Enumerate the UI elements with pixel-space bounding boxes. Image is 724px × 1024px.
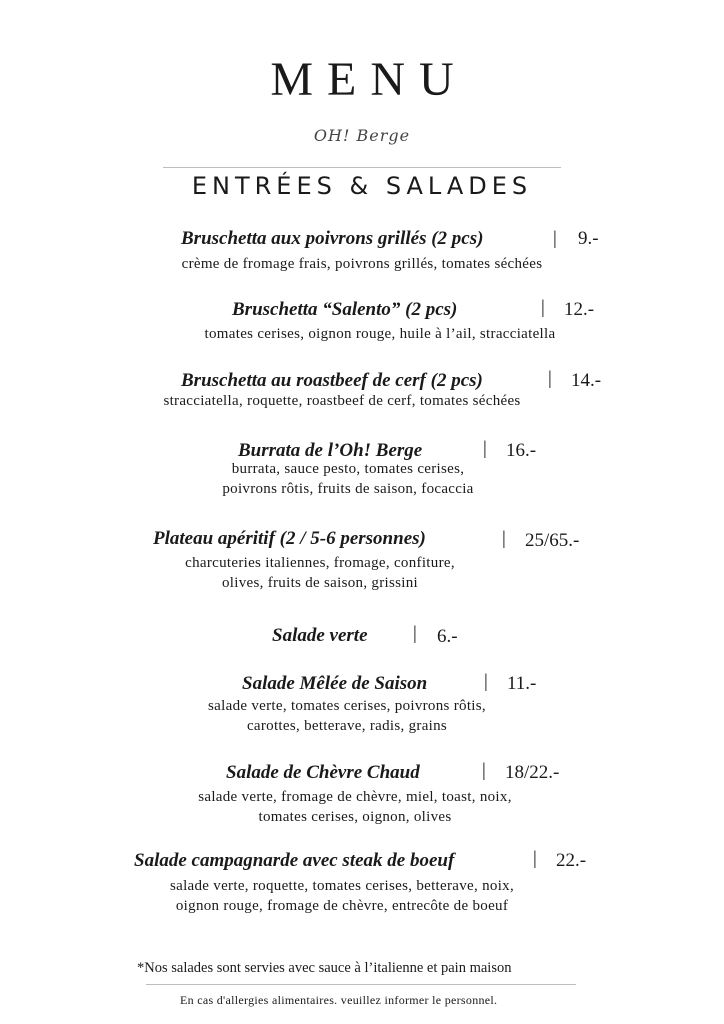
item-description: salade verte, roquette, tomates cerises, betterave, noix, bbox=[169, 878, 515, 894]
item-description: tomates cerises, oignon, olives bbox=[258, 809, 452, 825]
item-description: oignon rouge, fromage de chèvre, entrecôte de boeuf bbox=[175, 898, 509, 914]
item-price: 22.- bbox=[556, 850, 587, 871]
item-name: Plateau apéritif (2 / 5-6 personnes) bbox=[153, 528, 426, 549]
item-name: Salade verte bbox=[272, 625, 368, 646]
item-name: Bruschetta aux poivrons grillés (2 pcs) bbox=[181, 228, 484, 249]
price-separator: | bbox=[484, 671, 488, 692]
item-description: carottes, betterave, radis, grains bbox=[246, 718, 448, 734]
item-price: 14.- bbox=[571, 370, 602, 391]
item-description: salade verte, fromage de chèvre, miel, toast, noix, bbox=[198, 789, 512, 805]
header-divider bbox=[163, 167, 561, 168]
item-description: charcuteries italiennes, fromage, confiture, bbox=[185, 555, 455, 571]
item-description: poivrons rôtis, fruits de saison, focaccia bbox=[222, 481, 474, 497]
item-description: stracciatella, roquette, roastbeef de cerf, tomates séchées bbox=[163, 393, 521, 409]
section-title: ENTRÉES & SALADES bbox=[191, 172, 533, 200]
item-price: 25/65.- bbox=[525, 530, 580, 551]
price-separator: | bbox=[548, 368, 552, 389]
item-name: Salade Mêlée de Saison bbox=[242, 673, 428, 694]
item-description: crème de fromage frais, poivrons grillés, tomates séchées bbox=[181, 256, 543, 272]
item-description: burrata, sauce pesto, tomates cerises, bbox=[231, 461, 465, 477]
price-separator: | bbox=[482, 760, 486, 781]
price-separator: | bbox=[413, 623, 417, 644]
item-name: Salade de Chèvre Chaud bbox=[226, 762, 420, 783]
item-price: 16.- bbox=[506, 440, 537, 461]
item-price: 12.- bbox=[564, 299, 595, 320]
salad-note: *Nos salades sont servies avec sauce à l’italienne et pain maison bbox=[137, 960, 512, 976]
item-name: Bruschetta au roastbeef de cerf (2 pcs) bbox=[181, 370, 483, 391]
item-price: 6.- bbox=[437, 626, 458, 647]
price-separator: | bbox=[533, 848, 537, 869]
footer-divider bbox=[146, 984, 576, 985]
item-price: 11.- bbox=[507, 673, 537, 694]
allergy-notice: En cas d'allergies alimentaires. veuillez informer le personnel. bbox=[180, 993, 498, 1007]
item-name: Salade campagnarde avec steak de boeuf bbox=[134, 850, 455, 871]
restaurant-logo: OH! Berge bbox=[313, 126, 411, 145]
item-description: olives, fruits de saison, grissini bbox=[221, 575, 419, 591]
menu-title: MENU bbox=[270, 53, 468, 106]
price-separator: | bbox=[553, 228, 557, 249]
item-price: 18/22.- bbox=[505, 762, 560, 783]
price-separator: | bbox=[483, 438, 487, 459]
item-description: tomates cerises, oignon rouge, huile à l’ail, stracciatella bbox=[204, 326, 556, 342]
item-description: salade verte, tomates cerises, poivrons rôtis, bbox=[208, 698, 486, 714]
price-separator: | bbox=[541, 297, 545, 318]
item-price: 9.- bbox=[578, 228, 599, 249]
item-name: Burrata de l’Oh! Berge bbox=[238, 440, 423, 461]
price-separator: | bbox=[502, 528, 506, 549]
item-name: Bruschetta “Salento” (2 pcs) bbox=[232, 299, 458, 320]
